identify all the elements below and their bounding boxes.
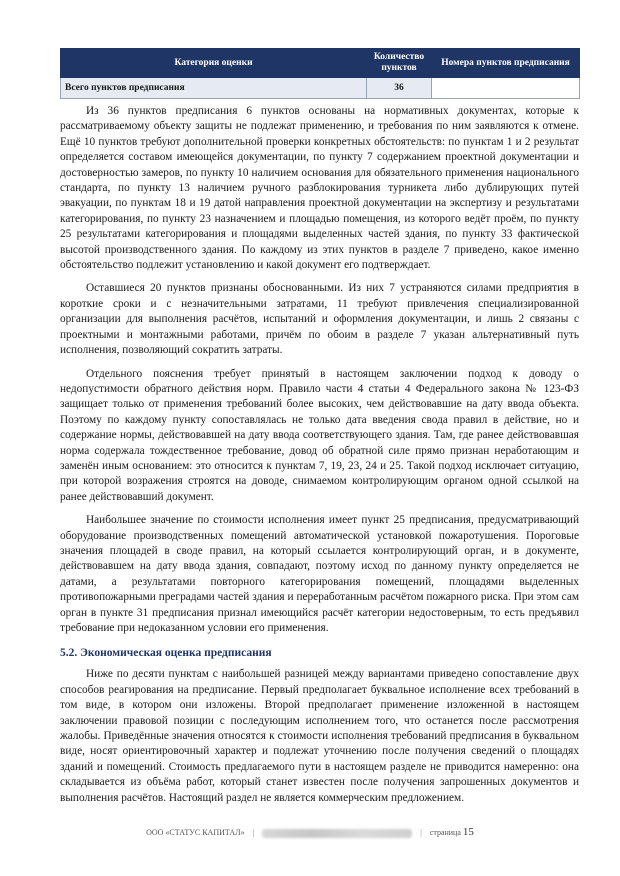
paragraph-3: Отдельного пояснения требует принятый в настоящем заключении подход к доводу о недопустимости обратного действия норм. Правило части 4 статьи 4 Федерального закона № 123-ФЗ защищает только от применения требований более высоких, чем действовавшие на дату ввода объекта. Поэтому по каждому пункту сопоставлялась не только дата введения свода правил в действие, но и содержание нормы, действовавшей на дату ввода соответствующего здания. Там, где ранее действовавшая норма содержала тождественное требование, довод об обратной силе прямо признан неработающим и заменён иным основанием: это относится к пунктам 7, 19, 23, 24 и 25. Такой подход исключает ситуацию, при которой возражения строятся на доводе, снимаемом контролирующим органом одной ссылкой на ранее действовавший документ. — [60, 367, 579, 503]
header-numbers: Номера пунктов предписания — [432, 49, 580, 78]
total-numbers — [432, 78, 580, 99]
footer-page-label: страница — [429, 828, 461, 837]
total-count: 36 — [367, 78, 432, 99]
page-footer — [0, 826, 620, 838]
section-title: 5.2. Экономическая оценка предписания — [60, 647, 272, 660]
footer-separator: | — [252, 828, 255, 837]
header-count: Количество пунктов — [367, 49, 432, 78]
summary-table — [60, 48, 580, 99]
footer-page-number: 15 — [462, 826, 474, 838]
body-text — [60, 104, 579, 806]
footer-company: ООО «СТАТУС КАПИТАЛ» — [146, 828, 245, 837]
document-page — [60, 48, 579, 814]
paragraph-1: Из 36 пунктов предписания 6 пунктов основаны на нормативных документах, которые к рассматриваемому объекту защиты не подлежат применению, и требования по ним заявляются к отмене. Ещё 10 пунктов требуют дополнительной проверки конкретных обстоятельств: по пунктам 1 и 2 результат определяется составом имеющейся документации, по пункту 7 содержанием проектной документации и достоверностью замеров, по пункту 10 наличием основания для обязательного применения национального стандарта, по пункту 13 наличием ручного разблокирования турникета либо дублирующих путей эвакуации, по пунктам 18 и 19 датой направления проектной документации на экспертизу и результатами категорирования, по пункту 23 назначением и площадью помещения, из которого ведёт проём, по пункту 25 результатами категорирования и площадями выделенных частей здания, по пункту 33 фактической высотой производственного здания. По каждому из этих пунктов в разделе 7 приведено, какое именно обстоятельство подлежит установлению и какой документ его подтверждает. — [60, 105, 579, 272]
total-label: Всего пунктов предписания — [61, 78, 367, 99]
paragraph-4: Наибольшее значение по стоимости исполнения имеет пункт 25 предписания, предусматривающий оборудование производственных помещений автоматической установкой пожаротушения. Пороговые значения площадей в своде правил, на который ссылается контролирующий орган, и в документе, действовавшем на дату ввода здания, совпадают, поэтому исход по данному пункту определяется не датами, а результатами повторного категорирования помещений, площадями выделенных противопожарными преградами частей здания и переработанным расчётом пожарного риска. При этом сам орган в пункте 31 предписания признал имеющийся расчёт категории недостоверным, то есть предъявил требование при недоказанном условии его применения. — [60, 514, 579, 634]
table-header-row — [61, 49, 580, 78]
table-total-row — [61, 78, 580, 99]
paragraph-2: Оставшиеся 20 пунктов признаны обоснованными. Из них 7 устраняются силами предприятия в короткие сроки и с незначительными затратами, 11 требуют привлечения специализированной организации для выполнения расчётов, испытаний и оформления документации, и лишь 2 связаны с проектными и монтажными работами, причём по обоим в разделе 7 указан альтернативный путь исполнения, позволяющий сократить затраты. — [60, 282, 579, 357]
section-paragraph: Ниже по десяти пунктам с наибольшей разницей между вариантами приведено сопоставление двух способов реагирования на предписание. Первый предполагает буквальное исполнение всех требований в том виде, в котором они изложены. Второй предполагает применение изложенной в настоящем заключении правовой позиции с последующим исполнением того, что останется после рассмотрения жалобы. Приведённые значения относятся к стоимости исполнения требований предписания в буквальном виде, носят ориентировочный характер и подлежат уточнению после получения сведений о площадях зданий и помещений. Стоимость предлагаемого пути в настоящем разделе не приводится намеренно: она складывается из объёма работ, который станет известен после получения запрошенных документов и выполнения расчётов. Настоящий раздел не является коммерческим предложением. — [60, 668, 579, 804]
redacted-contact — [262, 829, 412, 838]
header-category: Категория оценки — [61, 49, 367, 78]
footer-separator-2: | — [420, 828, 422, 837]
